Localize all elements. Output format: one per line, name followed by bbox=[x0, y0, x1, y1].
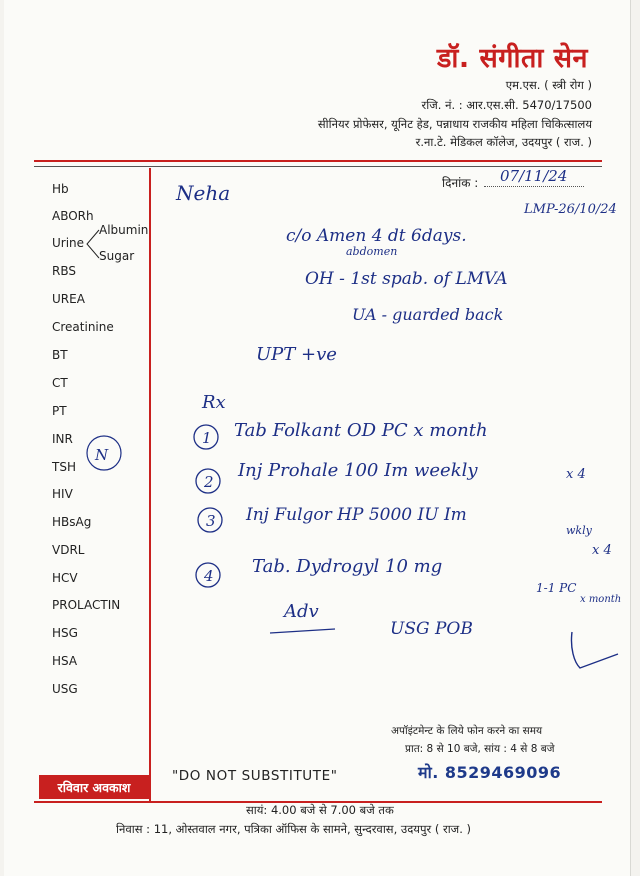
item4-frequency: 1-1 PC bbox=[536, 581, 577, 595]
item3-frequency: wkly bbox=[566, 524, 592, 537]
date-label: दिनांक : bbox=[442, 176, 479, 190]
upt-note: UPT +ve bbox=[256, 344, 337, 365]
do-not-substitute: "DO NOT SUBSTITUTE" bbox=[172, 768, 338, 784]
test-hsg: HSG bbox=[52, 626, 78, 640]
test-hcv: HCV bbox=[52, 571, 78, 585]
test-creatinine: Creatinine bbox=[52, 320, 114, 334]
date-line bbox=[484, 186, 584, 187]
complaint-note: c/o Amen 4 dt 6days. bbox=[286, 226, 467, 246]
test-hb: Hb bbox=[52, 182, 69, 196]
item3-medicine: Inj Fulgor HP 5000 IU Im bbox=[246, 505, 467, 525]
test-vdrl: VDRL bbox=[52, 543, 85, 557]
header-divider-thin bbox=[34, 166, 602, 167]
doctor-name: डॉ. संगीता सेन bbox=[436, 43, 588, 74]
item2-quantity: x 4 bbox=[566, 467, 586, 482]
rx-symbol: Rx bbox=[202, 392, 226, 413]
item1-medicine: Tab Folkant OD PC x month bbox=[234, 420, 488, 441]
college-name: र.ना.टे. मेडिकल कॉलेज, उदयपुर ( राज. ) bbox=[415, 135, 592, 149]
patient-name: Neha bbox=[176, 181, 231, 205]
phone-number: मो. 8529469096 bbox=[418, 763, 562, 782]
doctor-degree: एम.एस. ( स्त्री रोग ) bbox=[505, 78, 592, 92]
test-urine: Urine bbox=[52, 236, 85, 250]
item4-number: 4 bbox=[204, 567, 214, 585]
test-pt: PT bbox=[52, 404, 67, 418]
header-divider bbox=[34, 160, 602, 162]
appointment-title: अपॉइंटमेन्ट के लिये फोन करने का समय bbox=[391, 725, 543, 737]
item3-number: 3 bbox=[206, 512, 216, 530]
test-hiv: HIV bbox=[52, 487, 73, 501]
handwritten-date: 07/11/24 bbox=[500, 167, 568, 185]
evening-hours: सायं: 4.00 बजे से 7.00 बजे तक bbox=[246, 803, 394, 817]
residence-address: निवास : 11, ओस्तवाल नगर, पत्रिका ऑफिस के सामने, सुन्दरवास, उदयपुर ( राज. ) bbox=[116, 822, 472, 836]
item1-number: 1 bbox=[202, 429, 212, 447]
item4-medicine: Tab. Dydrogyl 10 mg bbox=[252, 556, 443, 577]
ua-note: UA - guarded back bbox=[352, 305, 504, 324]
test-usg: USG bbox=[52, 682, 78, 696]
test-albumin: Albumin bbox=[99, 223, 149, 237]
test-inr: INR bbox=[52, 432, 73, 446]
advice-label: Adv bbox=[284, 601, 319, 622]
tsh-mark-text: N bbox=[95, 446, 109, 464]
test-hsa: HSA bbox=[52, 654, 78, 668]
test-sugar: Sugar bbox=[99, 249, 135, 263]
item2-medicine: Inj Prohale 100 Im weekly bbox=[238, 460, 478, 481]
advice-text: USG POB bbox=[390, 619, 473, 639]
test-prolactin: PROLACTIN bbox=[52, 598, 121, 612]
item4-duration: x month bbox=[580, 594, 622, 605]
appointment-time: प्रात: 8 से 10 बजे, सांय : 4 से 8 बजे bbox=[405, 743, 555, 755]
doctor-designation: सीनियर प्रोफेसर, यूनिट हेड, पन्नाधाय राजकीय महिला चिकित्सालय bbox=[317, 117, 592, 131]
test-bt: BT bbox=[52, 348, 68, 362]
item3-quantity: x 4 bbox=[592, 543, 612, 558]
test-urea: UREA bbox=[52, 292, 85, 306]
test-tsh: TSH bbox=[52, 460, 76, 474]
test-ct: CT bbox=[52, 376, 68, 390]
obstetric-history: OH - 1st spab. of LMVA bbox=[305, 269, 508, 289]
registration-number: रजि. नं. : आर.एस.सी. 5470/17500 bbox=[421, 98, 592, 112]
sidebar-divider bbox=[149, 168, 151, 802]
item2-number: 2 bbox=[204, 473, 214, 491]
test-aborh: ABORh bbox=[52, 209, 94, 223]
sunday-closed-badge: रविवार अवकाश bbox=[39, 775, 149, 799]
test-rbs: RBS bbox=[52, 264, 76, 278]
test-hbsag: HBsAg bbox=[52, 515, 92, 529]
complaint-note-2: abdomen bbox=[346, 245, 398, 258]
lmp-note: LMP-26/10/24 bbox=[524, 202, 617, 217]
